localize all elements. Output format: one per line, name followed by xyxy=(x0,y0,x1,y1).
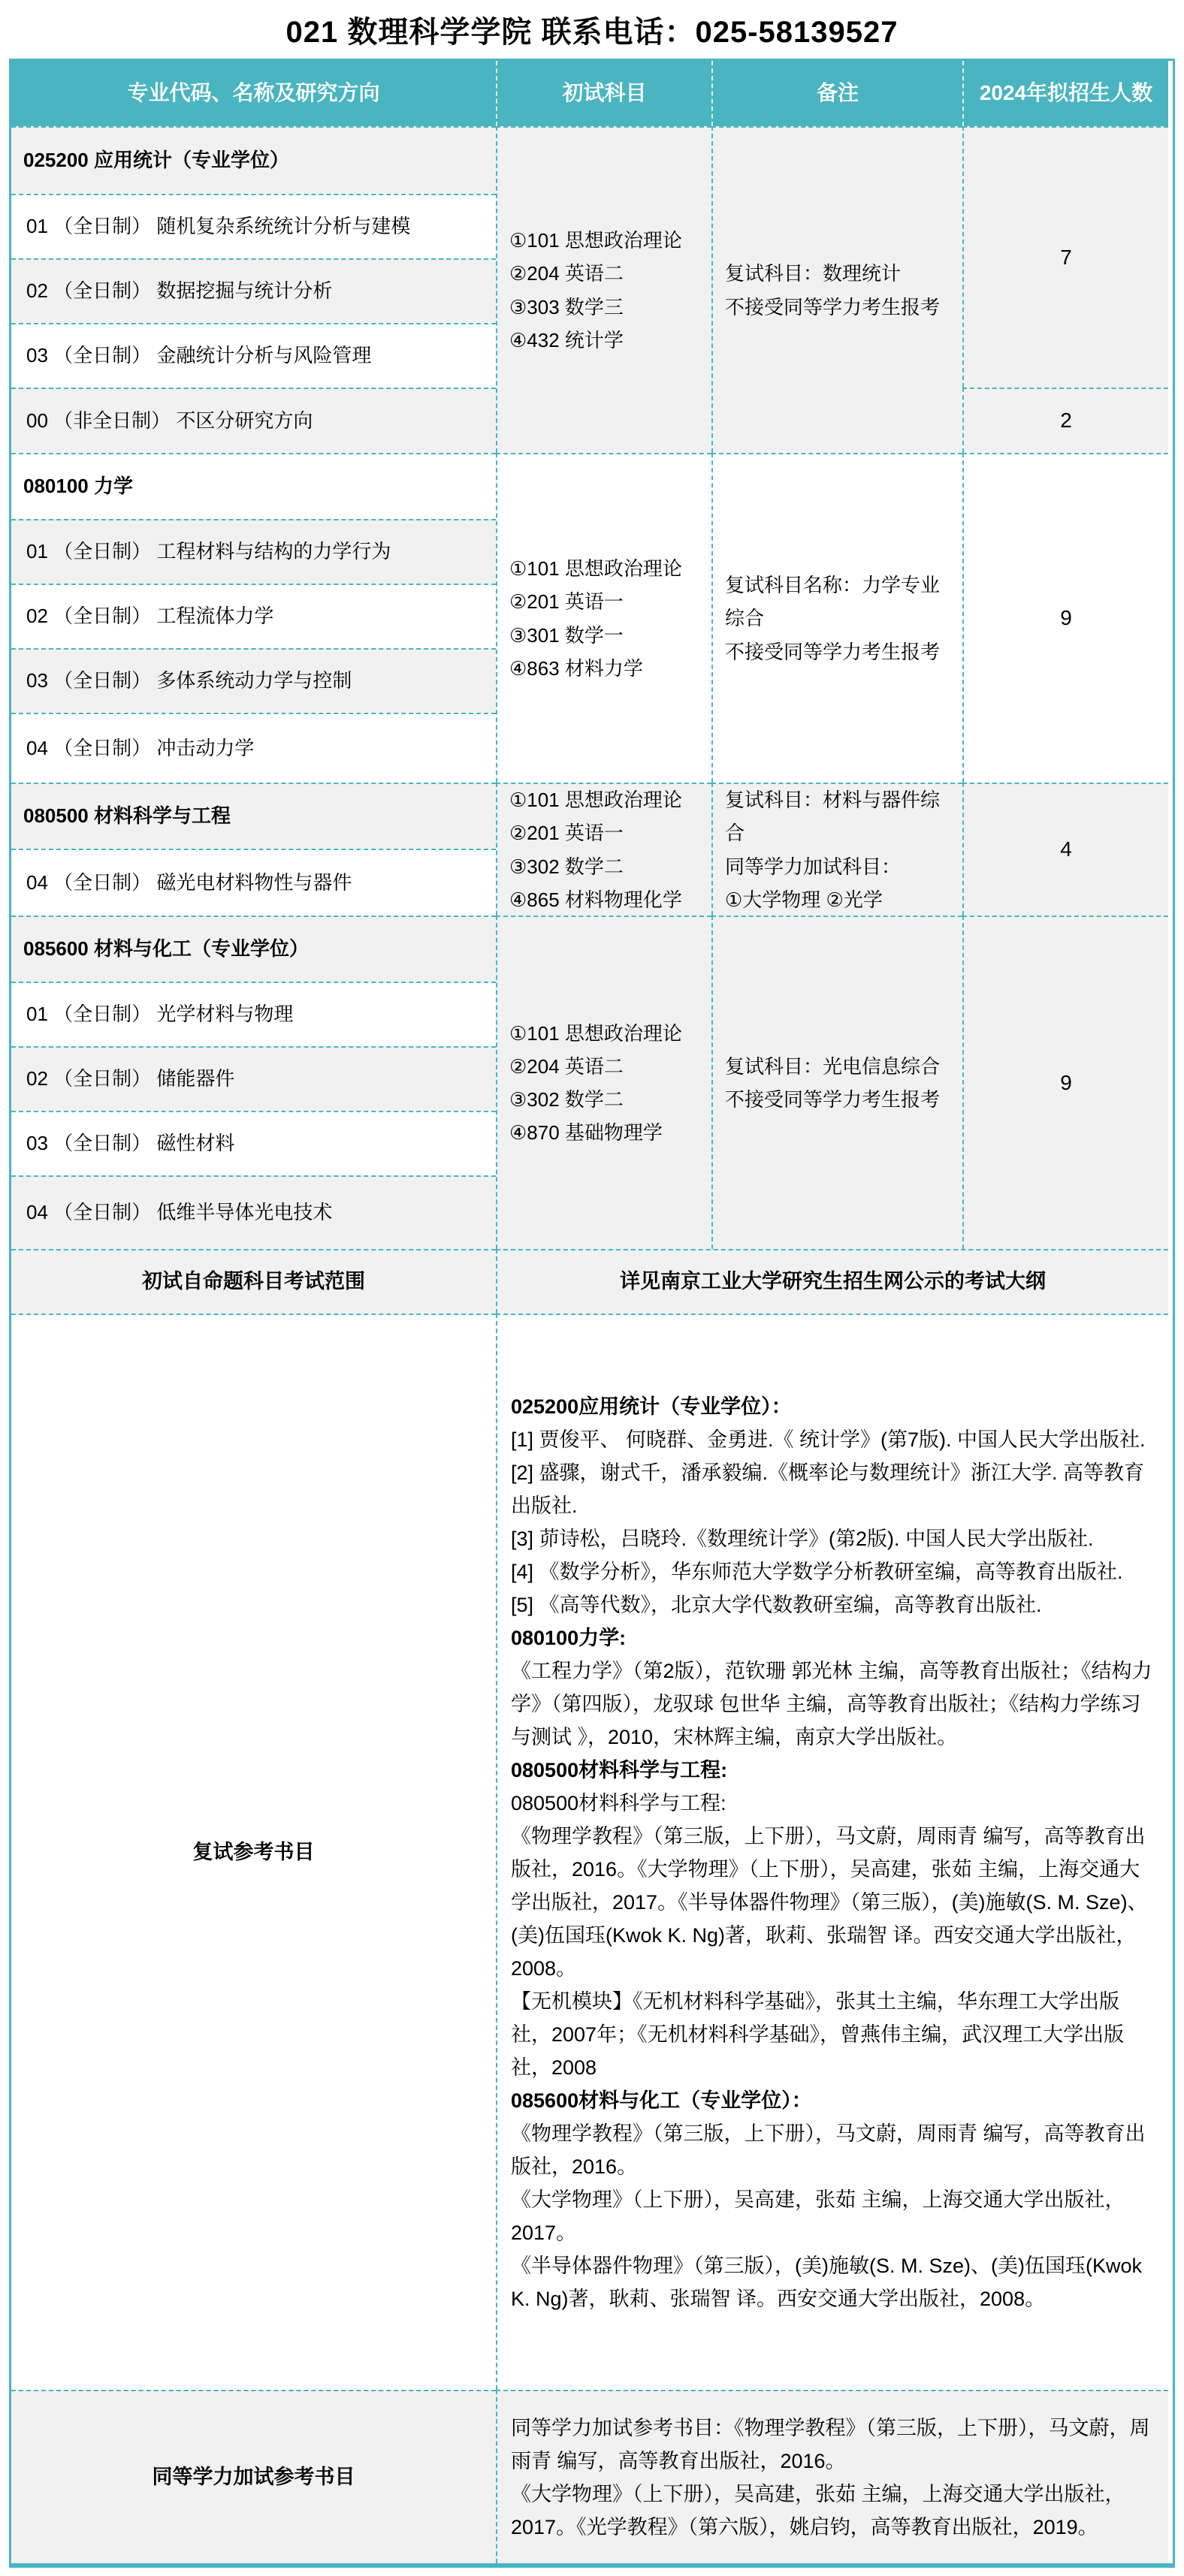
reference-paragraph: [2] 盛骤，谢式千，潘承毅编.《概率论与数理统计》浙江大学. 高等教育出版社. xyxy=(511,1461,1145,1517)
reference-paragraph: 080500材料科学与工程: xyxy=(511,1791,726,1814)
subject-line: ③301 数学一 xyxy=(509,623,624,647)
subject-line: ④865 材料物理化学 xyxy=(509,888,682,911)
reference-paragraph: 《半导体器件物理》（第三版），(美)施敏(S. M. Sze)、(美)伍国珏(Kwok K. Ng)著，耿莉、张瑞智 译。西安交通大学出版社，2008。 xyxy=(511,2254,1142,2310)
remark-line: 不接受同等学力考生报考 xyxy=(725,640,941,663)
subject-line: ②201 英语一 xyxy=(509,822,624,845)
subject-line: ③303 数学三 xyxy=(509,295,624,318)
subject-line: ②204 英语二 xyxy=(509,1054,624,1078)
reference-paragraph: 《大学物理》（上下册），吴高建，张茹 主编，上海交通大学出版社，2017。 xyxy=(511,2188,1125,2244)
subjects-cell xyxy=(496,915,711,1249)
subject-line: ①101 思想政治理论 xyxy=(509,229,682,252)
direction-row: 03 （全日制） 多体系统动力学与控制 xyxy=(11,648,496,713)
direction-row: 02 （全日制） 储能器件 xyxy=(11,1046,496,1111)
reference-paragraph: 《工程力学》（第2版），范钦珊 郭光林 主编，高等教育出版社；《结构力学》（第四版），龙驭球 包世华 主编，高等教育出版社；《结构力学练习与测试 》，2010，宋林辉主编，南京大学出版社。 xyxy=(511,1659,1152,1748)
reference-paragraph: 085600材料与化工（专业学位）： xyxy=(511,2089,812,2112)
equivalency-label-cell: 同等学力加试参考书目 xyxy=(11,2390,496,2563)
direction-row: 04 （全日制） 冲击动力学 xyxy=(11,713,496,783)
quota-cell: 2 xyxy=(962,388,1168,453)
header-initial-exam-column: 初试科目 xyxy=(496,61,711,126)
scope-value-cell: 详见南京工业大学研究生招生网公示的考试大纲 xyxy=(496,1249,1168,1314)
remark-cell xyxy=(711,453,962,783)
subject-line: ③302 数学二 xyxy=(509,1088,624,1111)
books-label-cell: 复试参考书目 xyxy=(11,1314,496,2390)
subject-line: ①101 思想政治理论 xyxy=(509,1021,682,1045)
subject-line: ④432 统计学 xyxy=(509,328,624,351)
direction-row: 01 （全日制） 工程材料与结构的力学行为 xyxy=(11,519,496,584)
quota-cell: 9 xyxy=(962,453,1168,783)
subject-line: ①101 思想政治理论 xyxy=(509,557,682,581)
reference-paragraph: [3] 茆诗松，吕晓玲.《数理统计学》(第2版). 中国人民大学出版社. xyxy=(511,1527,1094,1550)
admissions-table xyxy=(9,59,1175,2568)
reference-paragraph: 【无机模块】《无机材料科学基础》，张其土主编，华东理工大学出版社，2007年；《无机材料科学基础》，曾燕伟主编，武汉理工大学出版社，2008 xyxy=(511,1989,1125,2079)
reference-paragraph: [4] 《数学分析》，华东师范大学数学分析教研室编，高等教育出版社. xyxy=(511,1560,1123,1583)
subject-line: ④870 基础物理学 xyxy=(509,1121,663,1145)
reference-paragraph: 同等学力加试参考书目：《物理学教程》（第三版，上下册），马文蔚，周雨青 编写，高等教育出版社，2016。 xyxy=(511,2416,1150,2472)
direction-row: 03 （全日制） 磁性材料 xyxy=(11,1111,496,1175)
subjects-cell xyxy=(496,126,711,453)
subject-line: ②201 英语一 xyxy=(509,590,624,614)
remark-line: 同等学力加试科目： xyxy=(725,855,902,878)
reference-paragraph: [5] 《高等代数》，北京大学代数教研室编，高等教育出版社. xyxy=(511,1593,1042,1616)
subject-line: ④863 材料力学 xyxy=(509,656,643,680)
reference-paragraph: [1] 贾俊平、 何晓群、金勇进.《 统计学》(第7版). 中国人民大学出版社. xyxy=(511,1428,1146,1451)
header-quota-column: 2024年拟招生人数 xyxy=(962,61,1168,126)
remark-cell xyxy=(711,915,962,1249)
remark-cell xyxy=(711,126,962,453)
header-remark-column: 备注 xyxy=(711,61,962,126)
remark-line: 复试科目：数理统计 xyxy=(725,262,902,285)
direction-row: 00 （非全日制） 不区分研究方向 xyxy=(11,388,496,453)
direction-row: 03 （全日制） 金融统计分析与风险管理 xyxy=(11,323,496,388)
remark-line: 不接受同等学力考生报考 xyxy=(725,1088,941,1111)
reference-paragraph: 025200应用统计（专业学位）： xyxy=(511,1395,792,1418)
subject-line: ②204 英语二 xyxy=(509,262,624,285)
header-program-column: 专业代码、名称及研究方向 xyxy=(11,61,496,126)
quota-cell: 9 xyxy=(962,915,1168,1249)
quota-cell: 7 xyxy=(962,126,1168,388)
direction-row: 01 （全日制） 随机复杂系统统计分析与建模 xyxy=(11,194,496,258)
subjects-cell xyxy=(496,783,711,915)
remark-line: 不接受同等学力考生报考 xyxy=(725,295,941,318)
direction-row: 02 （全日制） 工程流体力学 xyxy=(11,584,496,648)
reference-paragraph: 《大学物理》（上下册），吴高建，张茹 主编，上海交通大学出版社，2017。《光学教程》（第六版），姚启钧，高等教育出版社，2019。 xyxy=(511,2482,1125,2538)
page-title: 021 数理科学学院 联系电话：025-58139527 xyxy=(285,15,899,49)
reference-paragraph: 080500材料科学与工程: xyxy=(511,1758,728,1781)
direction-row: 04 （全日制） 低维半导体光电技术 xyxy=(11,1175,496,1249)
scope-label-cell: 初试自命题科目考试范围 xyxy=(11,1249,496,1314)
program-code-row: 080100 力学 xyxy=(11,453,496,519)
program-code-row: 025200 应用统计（专业学位） xyxy=(11,126,496,194)
reference-paragraph: 《物理学教程》（第三版，上下册），马文蔚，周雨青 编写，高等教育出版社，2016。 xyxy=(511,2122,1146,2178)
remark-line: ①大学物理 ②光学 xyxy=(725,888,883,911)
subjects-cell xyxy=(496,453,711,783)
direction-row: 01 （全日制） 光学材料与物理 xyxy=(11,982,496,1046)
subject-line: ③302 数学二 xyxy=(509,855,624,878)
direction-row: 02 （全日制） 数据挖掘与统计分析 xyxy=(11,258,496,323)
reference-paragraph: 《物理学教程》（第三版，上下册），马文蔚，周雨青 编写，高等教育出版社，2016。《大学物理》（上下册），吴高建，张茹 主编，上海交通大学出版社，2017。《半导体器件物理》（第三版），(美)施敏(S. M. Sze)、(美)伍国珏(Kwok K. Ng)著，耿莉、张瑞智 译。西安交通大学出版社，2008。 xyxy=(511,1824,1148,1980)
remark-line: 复试科目：材料与器件综合 xyxy=(725,789,941,845)
direction-row: 04 （全日制） 磁光电材料物性与器件 xyxy=(11,849,496,915)
equivalency-content-cell xyxy=(496,2390,1168,2563)
remark-line: 复试科目：光电信息综合 xyxy=(725,1054,941,1078)
remark-line: 复试科目名称：力学专业综合 xyxy=(725,574,941,630)
program-code-row: 085600 材料与化工（专业学位） xyxy=(11,915,496,982)
books-content-cell xyxy=(496,1314,1168,2390)
reference-paragraph: 080100力学: xyxy=(511,1626,627,1649)
program-code-row: 080500 材料科学与工程 xyxy=(11,783,496,849)
quota-cell: 4 xyxy=(962,783,1168,915)
subject-line: ①101 思想政治理论 xyxy=(509,789,682,812)
remark-cell xyxy=(711,783,962,915)
